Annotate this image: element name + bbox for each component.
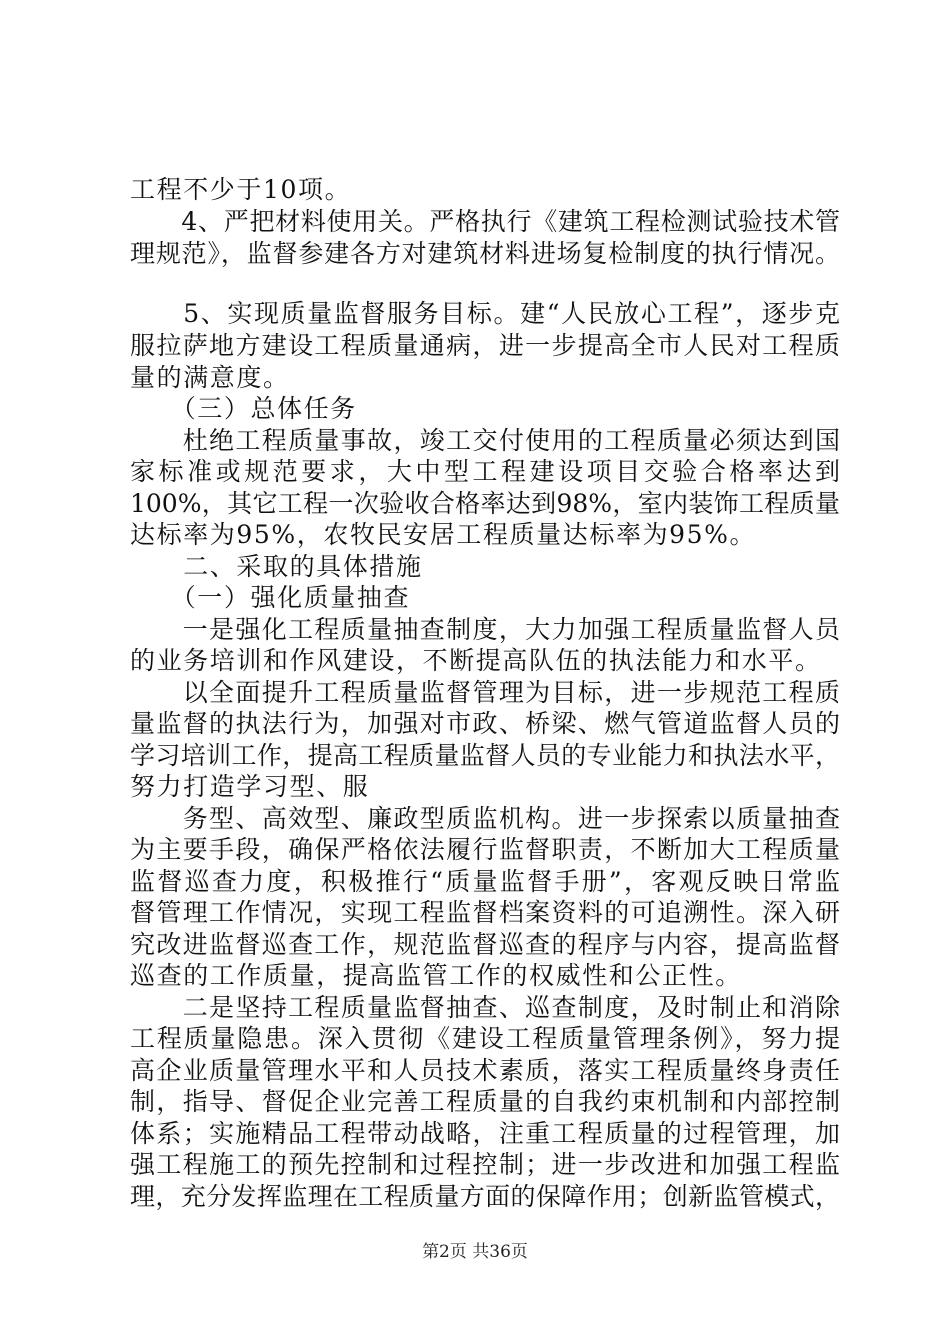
text-line: 巡查的工作质量，提高监管工作的权威性和公正性。 (130, 961, 742, 990)
section-heading: 二、采取的具体措施 (130, 552, 423, 581)
text-line: 制，指导、督促企业完善工程质量的自我约束机制和内部控制 (130, 1087, 840, 1116)
text-line: 的业务培训和作风建设，不断提高队伍的执法能力和水平。 (130, 646, 822, 675)
text-line: 工程质量隐患。深入贯彻《建设工程质量管理条例》，努力提 (130, 1024, 840, 1053)
text-line: 一是强化工程质量抽查制度，大力加强工程质量监督人员 (130, 615, 840, 644)
text-line: 督管理工作情况，实现工程监督档案资料的可追溯性。深入研 (130, 898, 840, 927)
text-line: 服拉萨地方建设工程质量通病，进一步提高全市人民对工程质 (130, 331, 840, 360)
text-line: 家标准或规范要求，大中型工程建设项目交验合格率达到 (130, 457, 840, 486)
text-line: 体系；实施精品工程带动战略，注重工程质量的过程管理，加 (130, 1119, 840, 1148)
page-number-footer: 第2页 共36页 (422, 1242, 528, 1262)
text-line: 5、实现质量监督服务目标。建“人民放心工程”，逐步克 (130, 299, 840, 328)
section-heading: （一）强化质量抽查 (130, 583, 411, 612)
text-line: 理，充分发挥监理在工程质量方面的保障作用；创新监管模式， (130, 1182, 840, 1211)
text-line: 强工程施工的预先控制和过程控制；进一步改进和加强工程监 (130, 1150, 840, 1179)
text-line: 学习培训工作，提高工程质量监督人员的专业能力和执法水平， (130, 741, 840, 770)
section-heading: （三）总体任务 (130, 394, 357, 423)
text-line: 为主要手段，确保严格依法履行监督职责，不断加大工程质量 (130, 835, 840, 864)
text-line: 4、严把材料使用关。严格执行《建筑工程检测试验技术管 (130, 207, 840, 236)
text-line: 以全面提升工程质量监督管理为目标，进一步规范工程质 (130, 678, 840, 707)
text-line: 达标率为95%，农牧民安居工程质量达标率为95%。 (130, 520, 757, 549)
text-line: 高企业质量管理水平和人员技术素质，落实工程质量终身责任 (130, 1056, 840, 1085)
text-line: 理规范》，监督参建各方对建筑材料进场复检制度的执行情况。 (130, 239, 840, 268)
text-line: 杜绝工程质量事故，竣工交付使用的工程质量必须达到国 (130, 426, 840, 455)
text-line: 工程不少于10项。 (130, 175, 352, 204)
text-line: 努力打造学习型、服 (130, 772, 370, 801)
text-line: 务型、高效型、廉政型质监机构。进一步探索以质量抽查 (130, 804, 840, 833)
text-line: 究改进监督巡查工作，规范监督巡查的程序与内容，提高监督 (130, 930, 840, 959)
text-line: 监督巡查力度，积极推行“质量监督手册”，客观反映日常监 (130, 867, 840, 896)
text-line: 100%，其它工程一次验收合格率达到98%，室内装饰工程质量 (130, 489, 840, 518)
text-line: 量监督的执法行为，加强对市政、桥梁、燃气管道监督人员的 (130, 709, 840, 738)
text-line: 二是坚持工程质量监督抽查、巡查制度，及时制止和消除 (130, 993, 840, 1022)
text-line: 量的满意度。 (130, 363, 290, 392)
